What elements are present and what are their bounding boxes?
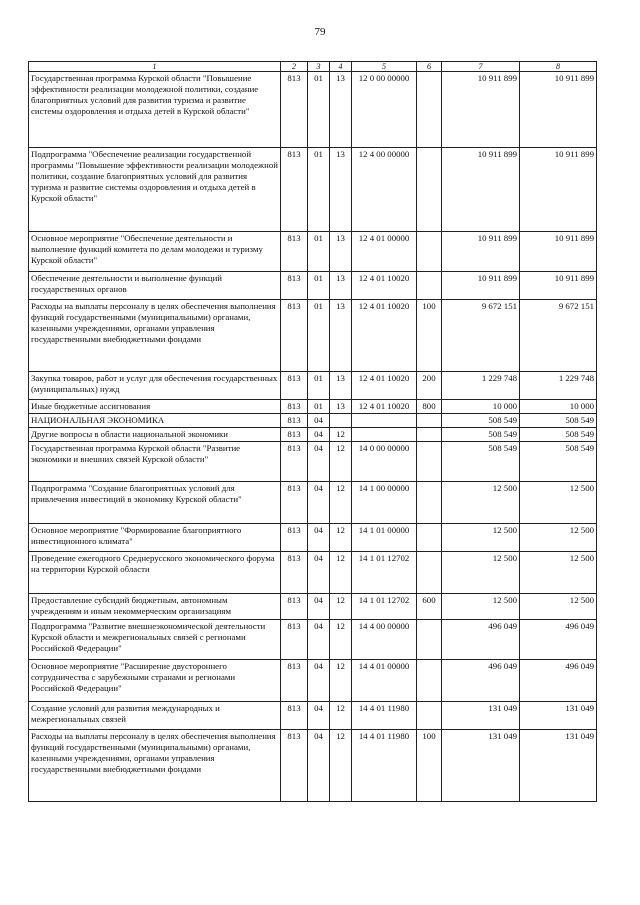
subsection-cell: 13 [330, 300, 352, 372]
grbs-cell: 813 [281, 660, 308, 702]
amount-cell: 508 549 [520, 414, 597, 428]
subsection-cell: 12 [330, 620, 352, 660]
section-cell: 04 [308, 428, 330, 442]
row-name-cell: НАЦИОНАЛЬНАЯ ЭКОНОМИКА [29, 414, 281, 428]
column-header: 4 [330, 62, 352, 72]
row-name-cell: Закупка товаров, работ и услуг для обеспечения государственных (муниципальных) нужд [29, 372, 281, 400]
column-header: 1 [29, 62, 281, 72]
section-cell: 04 [308, 730, 330, 802]
table-row [29, 148, 597, 232]
section-cell: 01 [308, 272, 330, 300]
amount-cell: 12 500 [442, 552, 520, 594]
subsection-cell: 13 [330, 148, 352, 232]
subsection-cell: 12 [330, 552, 352, 594]
section-cell: 01 [308, 300, 330, 372]
section-cell: 04 [308, 442, 330, 482]
target-article-cell: 14 1 01 00000 [352, 524, 417, 552]
grbs-cell: 813 [281, 372, 308, 400]
table-row [29, 428, 597, 442]
table-row [29, 442, 597, 482]
expense-type-cell: 600 [417, 594, 442, 620]
section-cell: 04 [308, 524, 330, 552]
expense-type-cell [417, 232, 442, 272]
expense-type-cell: 200 [417, 372, 442, 400]
amount-cell: 496 049 [520, 660, 597, 702]
table-row [29, 400, 597, 414]
grbs-cell: 813 [281, 442, 308, 482]
amount-cell: 10 911 899 [442, 272, 520, 300]
row-name-cell: Другие вопросы в области национальной экономики [29, 428, 281, 442]
table-row [29, 702, 597, 730]
target-article-cell: 12 4 01 00000 [352, 232, 417, 272]
column-header: 5 [352, 62, 417, 72]
subsection-cell: 12 [330, 730, 352, 802]
expense-type-cell [417, 428, 442, 442]
grbs-cell: 813 [281, 72, 308, 148]
row-name-cell: Создание условий для развития международных и межрегиональных связей [29, 702, 281, 730]
amount-cell: 12 500 [520, 594, 597, 620]
table-row [29, 272, 597, 300]
target-article-cell: 12 4 01 10020 [352, 272, 417, 300]
amount-cell: 131 049 [520, 702, 597, 730]
section-cell: 01 [308, 148, 330, 232]
amount-cell: 131 049 [520, 730, 597, 802]
target-article-cell: 14 4 01 00000 [352, 660, 417, 702]
expense-type-cell [417, 660, 442, 702]
column-header: 2 [281, 62, 308, 72]
row-name-cell: Иные бюджетные ассигнования [29, 400, 281, 414]
column-header: 7 [442, 62, 520, 72]
row-name-cell: Государственная программа Курской области "Повышение эффективности реализации молодежной политики, создание благоприятных условий для развития туризма и развитие системы оздоровления и отдыха детей в Курской области" [29, 72, 281, 148]
grbs-cell: 813 [281, 594, 308, 620]
expense-type-cell [417, 482, 442, 524]
amount-cell: 496 049 [442, 660, 520, 702]
target-article-cell [352, 414, 417, 428]
expense-type-cell [417, 442, 442, 482]
subsection-cell: 13 [330, 72, 352, 148]
subsection-cell: 13 [330, 232, 352, 272]
row-name-cell: Основное мероприятие "Формирование благоприятного инвестиционного климата" [29, 524, 281, 552]
table-row [29, 660, 597, 702]
row-name-cell: Подпрограмма "Обеспечение реализации государственной программы "Повышение эффективности реализации молодежной политики, создание благоприятных условий для развития туризма и развитие системы оздоровления и отдыха детей в Курской области" [29, 148, 281, 232]
budget-table [28, 61, 597, 802]
grbs-cell: 813 [281, 620, 308, 660]
target-article-cell: 14 4 00 00000 [352, 620, 417, 660]
subsection-cell: 12 [330, 442, 352, 482]
row-name-cell: Расходы на выплаты персоналу в целях обеспечения выполнения функций государственными (муниципальными) органами, казенными учреждениями, органами управления государственными внебюджетными фондами [29, 730, 281, 802]
subsection-cell: 13 [330, 372, 352, 400]
amount-cell: 508 549 [520, 428, 597, 442]
section-cell: 01 [308, 400, 330, 414]
grbs-cell: 813 [281, 702, 308, 730]
section-cell: 04 [308, 594, 330, 620]
amount-cell: 1 229 748 [442, 372, 520, 400]
section-cell: 04 [308, 660, 330, 702]
amount-cell: 508 549 [442, 414, 520, 428]
grbs-cell: 813 [281, 524, 308, 552]
grbs-cell: 813 [281, 148, 308, 232]
expense-type-cell [417, 148, 442, 232]
grbs-cell: 813 [281, 414, 308, 428]
subsection-cell: 13 [330, 400, 352, 414]
row-name-cell: Подпрограмма "Создание благоприятных условий для привлечения инвестиций в экономику Курской области" [29, 482, 281, 524]
column-header: 3 [308, 62, 330, 72]
table-row [29, 300, 597, 372]
amount-cell: 12 500 [520, 482, 597, 524]
subsection-cell: 12 [330, 428, 352, 442]
grbs-cell: 813 [281, 232, 308, 272]
expense-type-cell [417, 414, 442, 428]
target-article-cell: 14 4 01 11980 [352, 730, 417, 802]
target-article-cell: 14 1 01 12702 [352, 552, 417, 594]
section-cell: 04 [308, 620, 330, 660]
column-header: 6 [417, 62, 442, 72]
expense-type-cell [417, 702, 442, 730]
target-article-cell: 14 1 00 00000 [352, 482, 417, 524]
expense-type-cell [417, 620, 442, 660]
amount-cell: 10 911 899 [520, 272, 597, 300]
amount-cell: 12 500 [520, 524, 597, 552]
amount-cell: 508 549 [442, 442, 520, 482]
expense-type-cell [417, 552, 442, 594]
row-name-cell: Государственная программа Курской области "Развитие экономики и внешних связей Курской области" [29, 442, 281, 482]
amount-cell: 10 911 899 [520, 72, 597, 148]
amount-cell: 131 049 [442, 730, 520, 802]
subsection-cell: 12 [330, 482, 352, 524]
section-cell: 01 [308, 372, 330, 400]
target-article-cell: 12 0 00 00000 [352, 72, 417, 148]
table-row [29, 72, 597, 148]
target-article-cell: 14 0 00 00000 [352, 442, 417, 482]
amount-cell: 496 049 [520, 620, 597, 660]
section-cell: 04 [308, 414, 330, 428]
subsection-cell: 12 [330, 660, 352, 702]
table-row [29, 524, 597, 552]
grbs-cell: 813 [281, 482, 308, 524]
table-row [29, 482, 597, 524]
grbs-cell: 813 [281, 730, 308, 802]
subsection-cell [330, 414, 352, 428]
expense-type-cell: 100 [417, 300, 442, 372]
row-name-cell: Проведение ежегодного Среднерусского экономического форума на территории Курской области [29, 552, 281, 594]
row-name-cell: Обеспечение деятельности и выполнение функций государственных органов [29, 272, 281, 300]
amount-cell: 12 500 [442, 524, 520, 552]
amount-cell: 496 049 [442, 620, 520, 660]
target-article-cell: 14 4 01 11980 [352, 702, 417, 730]
subsection-cell: 12 [330, 594, 352, 620]
target-article-cell: 12 4 01 10020 [352, 372, 417, 400]
row-name-cell: Подпрограмма "Развитие внешнеэкономической деятельности Курской области и межрегиональных связей с регионами Российской Федерации" [29, 620, 281, 660]
target-article-cell: 14 1 01 12702 [352, 594, 417, 620]
expense-type-cell [417, 272, 442, 300]
amount-cell: 131 049 [442, 702, 520, 730]
table-row [29, 552, 597, 594]
target-article-cell: 12 4 01 10020 [352, 400, 417, 414]
amount-cell: 508 549 [520, 442, 597, 482]
row-name-cell: Основное мероприятие "Расширение двустороннего сотрудничества с зарубежными странами и регионами Российской Федерации" [29, 660, 281, 702]
section-cell: 01 [308, 72, 330, 148]
target-article-cell: 12 4 01 10020 [352, 300, 417, 372]
target-article-cell [352, 428, 417, 442]
grbs-cell: 813 [281, 428, 308, 442]
amount-cell: 10 000 [442, 400, 520, 414]
section-cell: 01 [308, 232, 330, 272]
section-cell: 04 [308, 482, 330, 524]
subsection-cell: 12 [330, 524, 352, 552]
amount-cell: 10 911 899 [442, 232, 520, 272]
table-row [29, 232, 597, 272]
amount-cell: 12 500 [442, 482, 520, 524]
page-number: 79 [314, 26, 326, 38]
amount-cell: 10 911 899 [442, 72, 520, 148]
amount-cell: 10 911 899 [520, 148, 597, 232]
row-name-cell: Расходы на выплаты персоналу в целях обеспечения выполнения функций государственными (муниципальными) органами, казенными учреждениями, органами управления государственными внебюджетными фондами [29, 300, 281, 372]
section-cell: 04 [308, 552, 330, 594]
amount-cell: 10 000 [520, 400, 597, 414]
row-name-cell: Предоставление субсидий бюджетным, автономным учреждениям и иным некоммерческим организациям [29, 594, 281, 620]
amount-cell: 9 672 151 [442, 300, 520, 372]
grbs-cell: 813 [281, 552, 308, 594]
amount-cell: 9 672 151 [520, 300, 597, 372]
grbs-cell: 813 [281, 300, 308, 372]
table-row [29, 594, 597, 620]
table-row [29, 730, 597, 802]
amount-cell: 10 911 899 [520, 232, 597, 272]
table-row [29, 620, 597, 660]
grbs-cell: 813 [281, 400, 308, 414]
row-name-cell: Основное мероприятие "Обеспечение деятельности и выполнение функций комитета по делам молодежи и туризму Курской области" [29, 232, 281, 272]
table-row [29, 372, 597, 400]
amount-cell: 10 911 899 [442, 148, 520, 232]
target-article-cell: 12 4 00 00000 [352, 148, 417, 232]
amount-cell: 12 500 [442, 594, 520, 620]
section-cell: 04 [308, 702, 330, 730]
amount-cell: 1 229 748 [520, 372, 597, 400]
grbs-cell: 813 [281, 272, 308, 300]
subsection-cell: 13 [330, 272, 352, 300]
expense-type-cell: 800 [417, 400, 442, 414]
amount-cell: 12 500 [520, 552, 597, 594]
amount-cell: 508 549 [442, 428, 520, 442]
table-row [29, 414, 597, 428]
subsection-cell: 12 [330, 702, 352, 730]
expense-type-cell [417, 524, 442, 552]
column-header: 8 [520, 62, 597, 72]
expense-type-cell: 100 [417, 730, 442, 802]
table-header-row [29, 62, 597, 72]
expense-type-cell [417, 72, 442, 148]
